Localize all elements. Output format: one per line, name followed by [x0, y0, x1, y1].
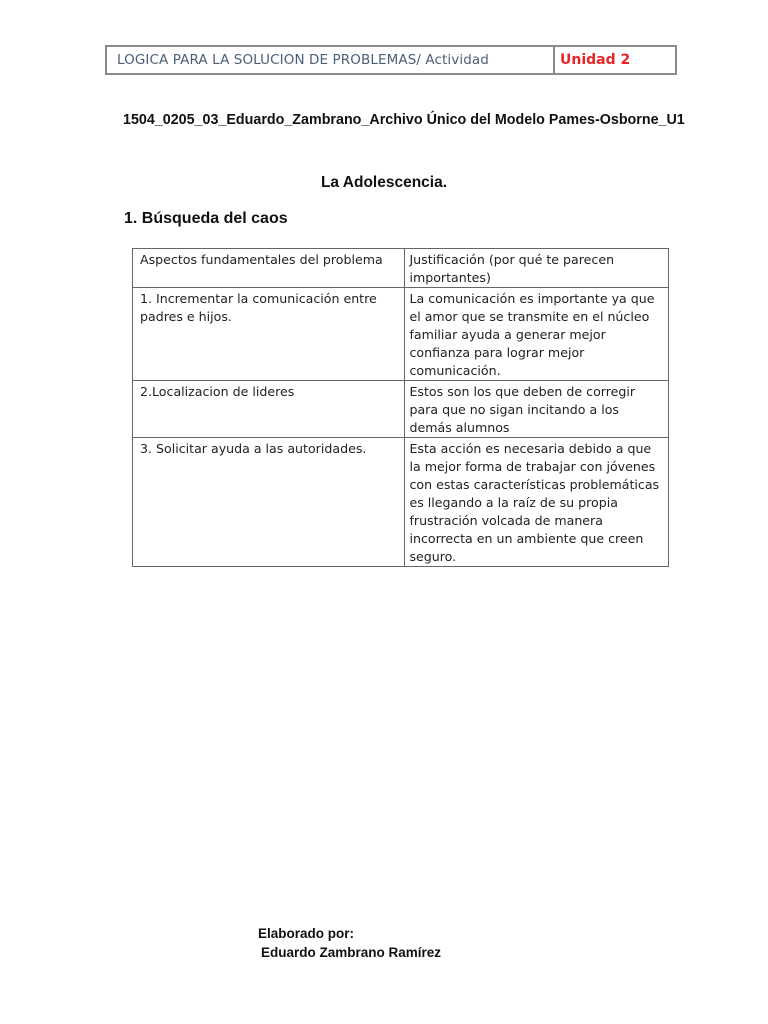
- unit-label: Unidad 2: [560, 52, 631, 68]
- table-header-cell: Aspectos fundamentales del problema: [133, 249, 405, 288]
- header-box: [105, 45, 677, 75]
- table-row: [133, 288, 669, 381]
- course-title: LOGICA PARA LA SOLUCION DE PROBLEMAS/ Actividad: [107, 47, 555, 73]
- problem-table: [132, 248, 669, 567]
- table-cell-justification: Esta acción es necesaria debido a que la mejor forma de trabajar con jóvenes con estas características problemáticas es llegando a la raíz de su propia frustración volcada de manera incorrecta en un ambiente que creen seguro.: [405, 438, 669, 567]
- author-name: Eduardo Zambrano Ramírez: [261, 945, 442, 960]
- table-row: [133, 381, 669, 438]
- signature-label: Elaborado por:: [258, 926, 355, 941]
- table-cell-aspect: 1. Incrementar la comunicación entre padres e hijos.: [133, 288, 405, 381]
- table-header-row: [133, 249, 669, 288]
- section-heading: 1. Búsqueda del caos: [124, 210, 288, 227]
- table-row: [133, 438, 669, 567]
- document-heading: La Adolescencia.: [320, 174, 448, 191]
- file-title: 1504_0205_03_Eduardo_Zambrano_Archivo Único del Modelo Pames-Osborne_U1: [123, 112, 685, 128]
- table-header-cell: Justificación (por qué te parecen importantes): [405, 249, 669, 288]
- table-cell-justification: Estos son los que deben de corregir para que no sigan incitando a los demás alumnos: [405, 381, 669, 438]
- table-cell-justification: La comunicación es importante ya que el amor que se transmite en el núcleo familiar ayuda a generar mejor confianza para lograr mejor comunicación.: [405, 288, 669, 381]
- table-cell-aspect: 3. Solicitar ayuda a las autoridades.: [133, 438, 405, 567]
- table-cell-aspect: 2.Localizacion de lideres: [133, 381, 405, 438]
